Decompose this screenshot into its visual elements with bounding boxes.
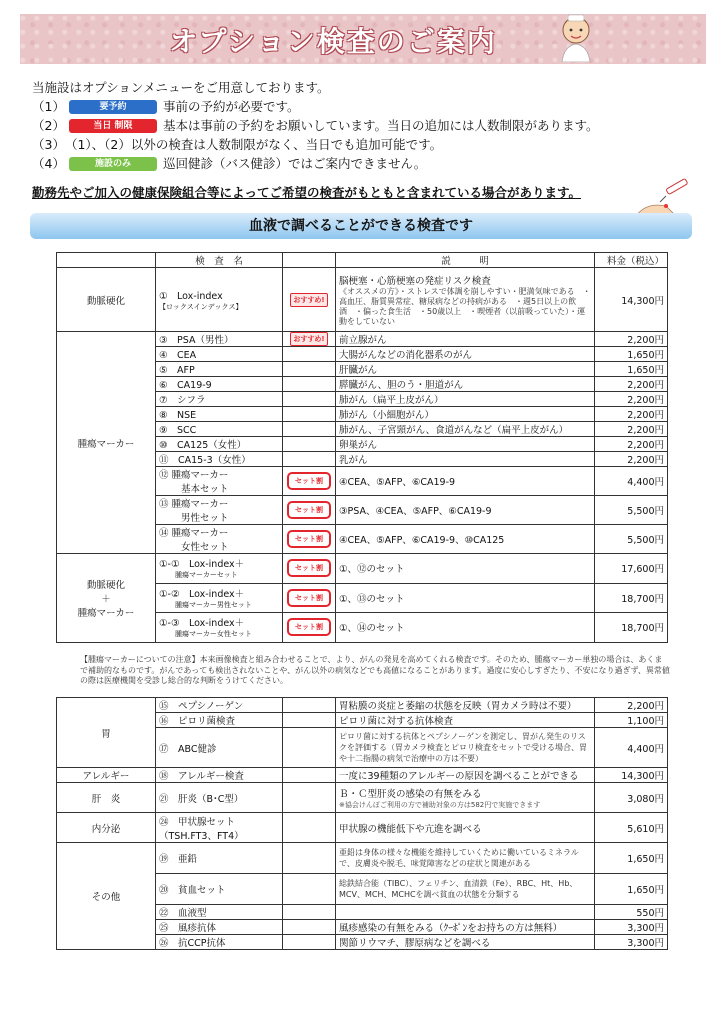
table-row xyxy=(57,554,668,584)
test-price: 2,200円 xyxy=(595,698,668,713)
table-row xyxy=(57,698,668,713)
test-name: ④ CEA xyxy=(156,347,283,362)
intro-item-4: （4） 施設のみ 巡回健診（バス健診）ではご案内できません。 xyxy=(32,156,427,171)
test-name xyxy=(156,905,283,920)
category-combo-line: 腫瘍マーカー xyxy=(77,607,135,619)
test-desc: ①、⑭のセット xyxy=(336,613,595,643)
test-desc xyxy=(336,713,595,728)
set-discount-badge: セット割 xyxy=(287,559,331,577)
intro-section xyxy=(32,78,598,173)
test-name xyxy=(156,583,283,613)
test-desc: 乳がん xyxy=(336,452,595,467)
test-desc: ④CEA、⑤AFP、⑥CA19-9、⑩CA125 xyxy=(336,525,595,554)
test-desc: 前立腺がん xyxy=(336,332,595,347)
test-desc: ①、⑬のセット xyxy=(336,583,595,613)
category-arterio: 動脈硬化 xyxy=(57,268,156,332)
table-row xyxy=(57,813,668,843)
test-price: 4,400円 xyxy=(595,467,668,496)
set-name-line1: ①-② Lox-index＋ xyxy=(159,588,245,600)
test-desc xyxy=(336,935,595,950)
test-desc xyxy=(336,920,595,935)
test-desc: ③PSA、④CEA、⑤AFP、⑥CA19-9 xyxy=(336,496,595,525)
table-header-row xyxy=(57,253,668,268)
category-combo xyxy=(57,554,156,643)
test-desc xyxy=(336,783,595,813)
test-name xyxy=(156,713,283,728)
test-price: 3,300円 xyxy=(595,935,668,950)
table-row xyxy=(57,268,668,332)
test-desc: 肺がん、子宮頸がん、食道がんなど（扁平上皮がん） xyxy=(336,422,595,437)
test-price: 5,610円 xyxy=(595,813,668,843)
test-price: 2,200円 xyxy=(595,392,668,407)
test-name xyxy=(156,525,283,554)
set-name-line2: 男性セット xyxy=(181,513,229,524)
test-name-text: ⑮ ペプシノーゲン xyxy=(159,701,244,712)
injection-icon xyxy=(636,176,696,216)
set-discount-badge: セット割 xyxy=(287,589,331,607)
set-name-line2: 腫瘍マーカー女性セット xyxy=(175,630,252,639)
category-liver: 肝 炎 xyxy=(57,783,156,813)
category-allergy: アレルギー xyxy=(57,768,156,783)
test-price: 2,200円 xyxy=(595,377,668,392)
badge-same-day-limit: 当日 制限 xyxy=(69,119,157,133)
test-name: ⑪ CA15-3（女性） xyxy=(156,452,283,467)
header-price: 料金（税込） xyxy=(595,253,668,268)
test-price: 18,700円 xyxy=(595,613,668,643)
test-desc-text: 一度に39種類のアレルギーの原因を調べることができる xyxy=(339,771,579,782)
test-name xyxy=(156,813,283,843)
insurance-notice: 勤務先やご加入の健康保険組合等によってご希望の検査がもともと含まれている場合があります。 xyxy=(32,185,582,200)
badge-reservation: 要予約 xyxy=(69,100,157,114)
test-name-line2: （TSH.FT3、FT4） xyxy=(159,830,244,842)
test-price: 2,200円 xyxy=(595,452,668,467)
test-name xyxy=(156,783,283,813)
test-price: 4,400円 xyxy=(595,728,668,768)
test-name: ⑦ シフラ xyxy=(156,392,283,407)
test-desc: 卵巣がん xyxy=(336,437,595,452)
intro-item-2: （2） 当日 制限 基本は事前の予約をお願いしています。当日の追加には人数制限があります。 xyxy=(32,118,599,133)
tumor-marker-note: 【腫瘍マーカーについての注意】本来画像検査と組み合わせることで、より、がんの発見を高めてくれる検査です。そのため、腫瘍マーカー単独の場合は、あくまで補助的なものです。がんであっても検出されないことや、がん以外の病気などでも高値になることがあります。過度に安心しすぎたり、不安になり過ぎず、異常値の際は医療機関を受診し総合的な判断をうけてください。 xyxy=(80,655,670,685)
test-name xyxy=(156,874,283,905)
test-desc xyxy=(336,698,595,713)
intro-item-1: （1） 要予約 事前の予約が必要です。 xyxy=(32,99,300,114)
test-name: ⑩ CA125（女性） xyxy=(156,437,283,452)
test-desc: 膵臓がん、胆のう・胆道がん xyxy=(336,377,595,392)
category-combo-line: 動脈硬化 xyxy=(86,579,125,591)
title-banner xyxy=(20,14,706,64)
other-test-table xyxy=(56,697,668,950)
category-tumor: 腫瘍マーカー xyxy=(57,332,156,554)
set-discount-badge: セット割 xyxy=(287,472,331,490)
page-title: オプション検査のご案内 xyxy=(169,25,497,58)
test-name xyxy=(156,554,283,584)
set-name-line2: 基本セット xyxy=(181,484,229,495)
test-price: 18,700円 xyxy=(595,583,668,613)
test-name xyxy=(156,768,283,783)
table-row xyxy=(57,768,668,783)
test-name xyxy=(156,698,283,713)
set-discount-badge: セット割 xyxy=(287,501,331,519)
test-name-text: ⑲ 亜鉛 xyxy=(159,854,198,865)
intro-item-3: （3） （1）、（2）以外の検査は人数制限がなく、当日でも追加可能です。 xyxy=(32,137,443,152)
test-price: 1,650円 xyxy=(595,362,668,377)
test-desc-body: 《オススメの方》・ストレスで体調を崩しやすい・肥満気味である ・高血圧、脂質異常症、糖尿病などの持病がある ・週5日以上の飲酒 ・偏った食生活 ・50歳以上 ・喫煙者（以前吸っていた）・運動をしていない xyxy=(339,286,591,326)
test-desc: ①、⑫のセット xyxy=(336,554,595,584)
test-desc: 大腸がんなどの消化器系のがん xyxy=(336,347,595,362)
test-name: ⑧ NSE xyxy=(156,407,283,422)
test-price: 1,100円 xyxy=(595,713,668,728)
header-name: 検 査 名 xyxy=(156,253,283,268)
test-name-line1: ㉔ 甲状腺セット xyxy=(159,816,236,828)
test-price: 17,600円 xyxy=(595,554,668,584)
test-price: 14,300円 xyxy=(595,768,668,783)
test-name xyxy=(156,496,283,525)
test-price: 14,300円 xyxy=(595,268,668,332)
test-price: 2,200円 xyxy=(595,332,668,347)
test-name: ⑤ AFP xyxy=(156,362,283,377)
test-name: ⑥ CA19-9 xyxy=(156,377,283,392)
test-desc xyxy=(336,813,595,843)
test-name-text: ㉕ 風疹抗体 xyxy=(159,923,217,934)
test-price: 2,200円 xyxy=(595,422,668,437)
test-name-text: ㉒ 血液型 xyxy=(159,908,207,919)
set-discount-badge: セット割 xyxy=(287,530,331,548)
test-desc-text: 亜鉛は身体の様々な機能を維持していくために働いているミネラルで、皮膚炎や脱毛、味覚障害などの症状と関連がある xyxy=(339,848,579,868)
table-row xyxy=(57,332,668,347)
test-name-text: ⑯ ピロリ菌検査 xyxy=(159,716,236,727)
test-desc: 肺がん（小細胞がん） xyxy=(336,407,595,422)
table-row xyxy=(57,843,668,874)
test-name-text: ⑰ ABC健診 xyxy=(159,743,217,755)
set-name-line2: 腫瘍マーカー男性セット xyxy=(175,600,252,609)
set-name-line1: ①-① Lox-index＋ xyxy=(159,559,245,571)
test-desc xyxy=(336,905,595,920)
test-price: 1,650円 xyxy=(595,843,668,874)
test-name: ③ PSA（男性） xyxy=(156,332,283,347)
test-desc-text: Ｂ・Ｃ型肝炎の感染の有無をみる xyxy=(339,788,482,800)
set-name-line2: 腫瘍マーカーセット xyxy=(175,571,238,580)
recommend-badge: おすすめ! xyxy=(290,332,327,346)
test-name-text: ㉑ 肝炎（B･C型） xyxy=(159,793,244,805)
recommend-badge: おすすめ! xyxy=(290,293,327,307)
test-desc-text: ピロリ菌に対する抗体とペプシノーゲンを測定し、胃がん発生のリスクを評価する（胃カメラ検査とピロリ検査をセットで受ける場合、胃や十二指腸の病気で治療中の方は不要） xyxy=(339,732,587,763)
test-desc xyxy=(336,843,595,874)
test-price: 5,500円 xyxy=(595,525,668,554)
nurse-illustration-icon xyxy=(556,12,596,62)
category-stomach: 胃 xyxy=(57,698,156,768)
test-price: 2,200円 xyxy=(595,407,668,422)
set-name-line1: ⑫ 腫瘍マーカー xyxy=(159,470,229,481)
badge-facility-only: 施設のみ xyxy=(69,157,157,171)
test-desc-text: 総鉄結合能（TIBC）、フェリチン、血清鉄（Fe）、RBC、Ht、Hb、MCV、MCH、MCHCを調べ貧血の状態を分類する xyxy=(339,879,578,899)
test-name xyxy=(156,728,283,768)
test-desc: 肝臓がん xyxy=(336,362,595,377)
set-name-line2: 女性セット xyxy=(181,542,229,553)
test-desc-text: 関節リウマチ、膠原病などを調べる xyxy=(339,938,491,949)
test-desc xyxy=(336,768,595,783)
test-name-text: ⑳ 貧血セット xyxy=(159,885,226,896)
test-price: 1,650円 xyxy=(595,347,668,362)
intro-lead: 当施設はオプションメニューをご用意しております。 xyxy=(32,80,330,95)
test-name-text: ㉖ 抗CCP抗体 xyxy=(159,938,226,949)
test-name xyxy=(156,920,283,935)
test-price: 3,300円 xyxy=(595,920,668,935)
set-name-line1: ⑬ 腫瘍マーカー xyxy=(159,499,229,510)
blood-test-section-title: 血液で調べることができる検査です xyxy=(30,213,692,239)
test-price: 1,650円 xyxy=(595,874,668,905)
test-desc: 肺がん（扁平上皮がん） xyxy=(336,392,595,407)
test-desc-text: 甲状腺の機能低下や亢進を調べる xyxy=(339,823,482,835)
test-price: 550円 xyxy=(595,905,668,920)
test-name: ① Lox-index xyxy=(159,290,223,302)
test-desc xyxy=(336,874,595,905)
test-name-sub: 【ロックスインデックス】 xyxy=(159,302,243,311)
test-price: 2,200円 xyxy=(595,437,668,452)
test-name xyxy=(156,843,283,874)
set-name-line1: ①-③ Lox-index＋ xyxy=(159,618,245,630)
test-desc xyxy=(336,728,595,768)
test-name-text: ⑱ アレルギー検査 xyxy=(159,771,244,782)
test-price: 3,080円 xyxy=(595,783,668,813)
category-endocrine: 内分泌 xyxy=(57,813,156,843)
category-other: その他 xyxy=(57,843,156,950)
test-desc: ④CEA、⑤AFP、⑥CA19-9 xyxy=(336,467,595,496)
test-desc-sub: ※協会けんぽご利用の方で補助対象の方は582円で実施できます xyxy=(339,800,541,809)
table-row xyxy=(57,783,668,813)
test-name xyxy=(156,613,283,643)
test-name xyxy=(156,467,283,496)
test-name xyxy=(156,935,283,950)
test-desc-text: 胃粘膜の炎症と萎縮の状態を反映（胃カメラ時は不要） xyxy=(339,701,577,712)
test-desc-text: ピロリ菌に対する抗体検査 xyxy=(339,716,454,727)
set-name-line1: ⑭ 腫瘍マーカー xyxy=(159,528,229,539)
header-desc: 説 明 xyxy=(336,253,595,268)
test-desc-title: 脳梗塞・心筋梗塞の発症リスク検査 xyxy=(339,275,491,287)
blood-test-table xyxy=(56,252,668,643)
test-price: 5,500円 xyxy=(595,496,668,525)
category-combo-line: ＋ xyxy=(101,593,111,605)
set-discount-badge: セット割 xyxy=(287,618,331,636)
test-desc-text: 風疹感染の有無をみる（ｸｰﾎﾟﾝをお持ちの方は無料） xyxy=(339,923,563,934)
test-name: ⑨ SCC xyxy=(156,422,283,437)
